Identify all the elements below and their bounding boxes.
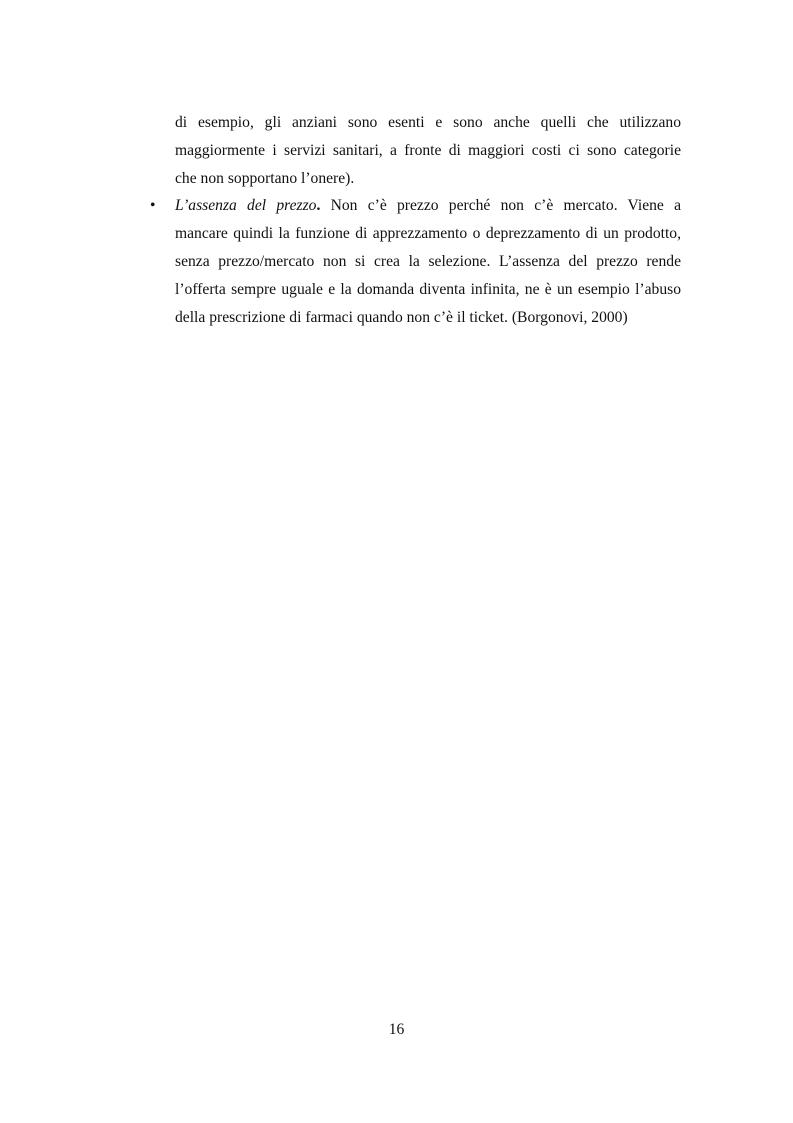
paragraph-line: maggiormente i servizi sanitari, a fronte di maggiori costi ci sono categorie <box>175 142 681 159</box>
bullet-first-line-text: Non c’è prezzo perché non c’è mercato. Viene a <box>320 197 681 214</box>
bullet-icon: • <box>150 197 156 214</box>
bullet-line: senza prezzo/mercato non si crea la selezione. L’assenza del prezzo rende <box>175 253 681 270</box>
paragraph-line: di esempio, gli anziani sono esenti e sono anche quelli che utilizzano <box>175 114 681 131</box>
bullet-line: l’offerta sempre uguale e la domanda diventa infinita, ne è un esempio l’abuso <box>175 281 681 298</box>
bullet-term: L’assenza del prezzo <box>175 197 317 214</box>
bullet-line: mancare quindi la funzione di apprezzamento o deprezzamento di un prodotto, <box>175 225 681 242</box>
bullet-first-line <box>175 196 681 216</box>
page-number: 16 <box>388 1021 405 1038</box>
paragraph-line: che non sopportano l’onere). <box>175 170 355 187</box>
bullet-line: della prescrizione di farmaci quando non c’è il ticket. (Borgonovi, 2000) <box>175 309 628 326</box>
bullet-term-punctuation: . <box>316 197 321 214</box>
